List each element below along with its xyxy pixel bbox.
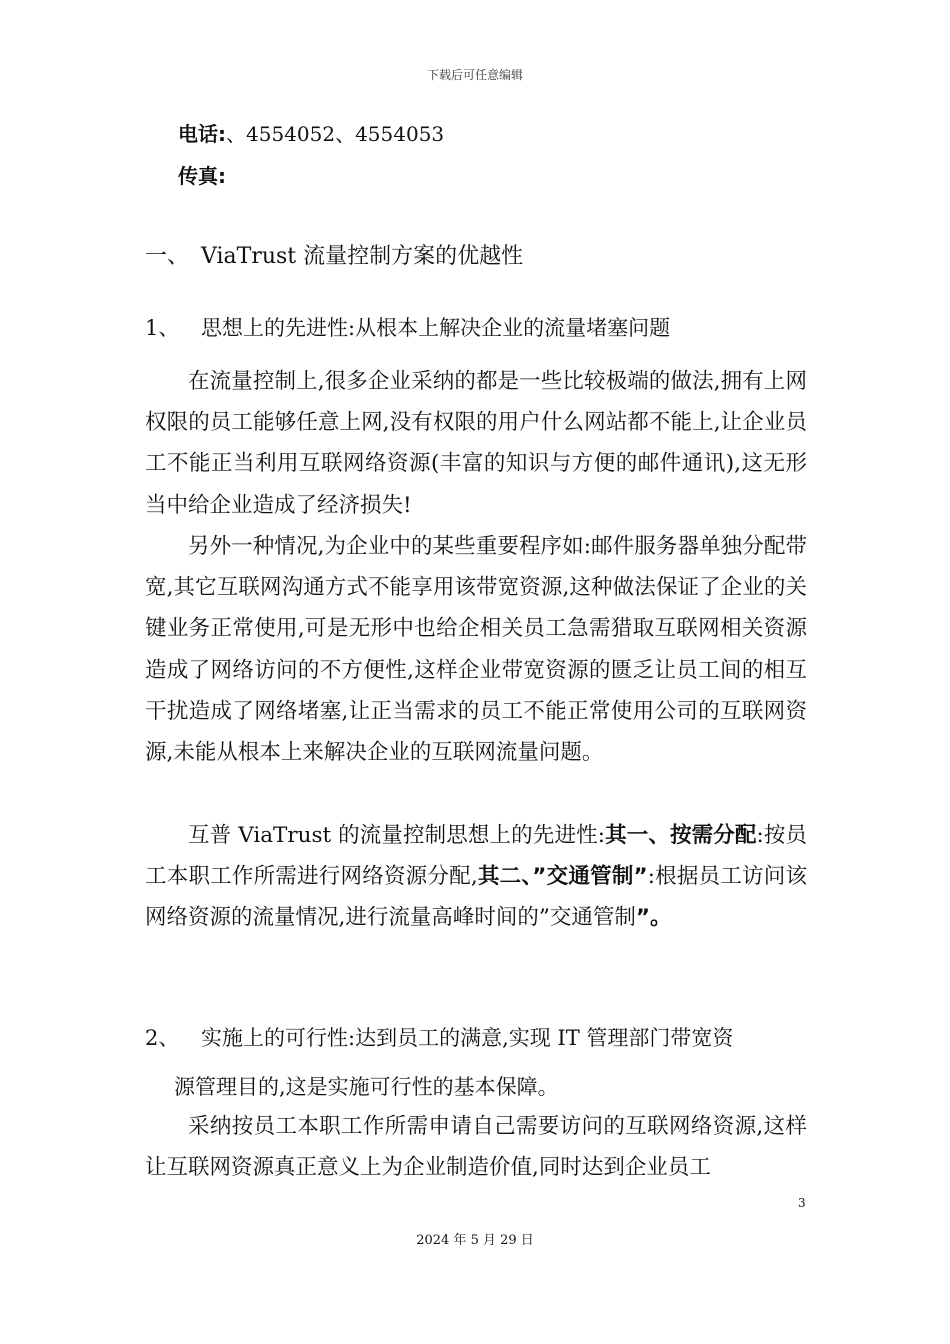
subsection-1-title: 思想上的先进性:从根本上解决企业的流量堵塞问题 [201,316,671,340]
section-title: ViaTrust 流量控制方案的优越性 [201,244,524,269]
p3-text-3: :根据员工访问该网络资源的流量情况,进行流量高峰时间的”交通管制 [145,864,807,931]
p3-bold-1: 其一、按需分配 [604,823,757,848]
subsection-2-heading [145,1022,733,1052]
subsection-1-number: 1、 [145,316,180,340]
paragraph-2: 另外一种情况,为企业中的某些重要程序如:邮件服务器单独分配带宽,其它互联网沟通方式不能享用该带宽资源,这种做法保证了企业的关键业务正常使用,可是无形中也给企相关员工急需猎取互联网相关资源造成了网络访问的不方便性,这样企业带宽资源的匮乏让员工间的相互干扰造成了网络堵塞,让正当需求的员工不能正常使用公司的互联网资源,未能从根本上来解决企业的互联网流量问题。 [145,534,807,766]
fax-line [178,160,226,189]
p3-bold-3: ”。 [635,905,672,931]
p3-text-1: 互普 ViaTrust 的流量控制思想上的先进性: [188,823,605,848]
footer-date: 2024 年 5 月 29 日 [416,1233,534,1248]
section-heading [145,239,523,270]
subsection-1-heading [145,312,670,342]
p3-bold-2: 其二、”交通管制” [477,864,648,890]
section-number: 一、 [145,244,190,269]
subsection-2-title: 实施上的可行性:达到员工的满意,实现 IT 管理部门带宽资 [201,1026,734,1050]
paragraph-4: 采纳按员工本职工作所需申请自己需要访问的互联网络资源,这样让互联网资源真正意义上为企业制造价值,同时达到企业员工 [145,1114,807,1181]
phone-value: 、4554052、4554053 [226,122,445,146]
phone-label: 电话: [178,122,226,146]
subsection-2-continuation: 源管理目的,这是实施可行性的基本保障。 [174,1075,559,1099]
page-header-note: 下载后可任意编辑 [426,68,523,82]
phone-line [178,118,444,147]
subsection-2-number: 2、 [145,1026,180,1050]
paragraph-1: 在流量控制上,很多企业采纳的都是一些比较极端的做法,拥有上网权限的员工能够任意上网,没有权限的用户什么网站都不能上,让企业员工不能正当利用互联网络资源(丰富的知识与方便的邮件通讯),这无形当中给企业造成了经济损失! [145,369,807,518]
p3-text-2: :按员工本职工作所需进行网络资源分配, [145,823,807,890]
page-number: 3 [798,1196,806,1210]
fax-label: 传真: [178,164,226,188]
paragraph-3 [145,815,807,939]
